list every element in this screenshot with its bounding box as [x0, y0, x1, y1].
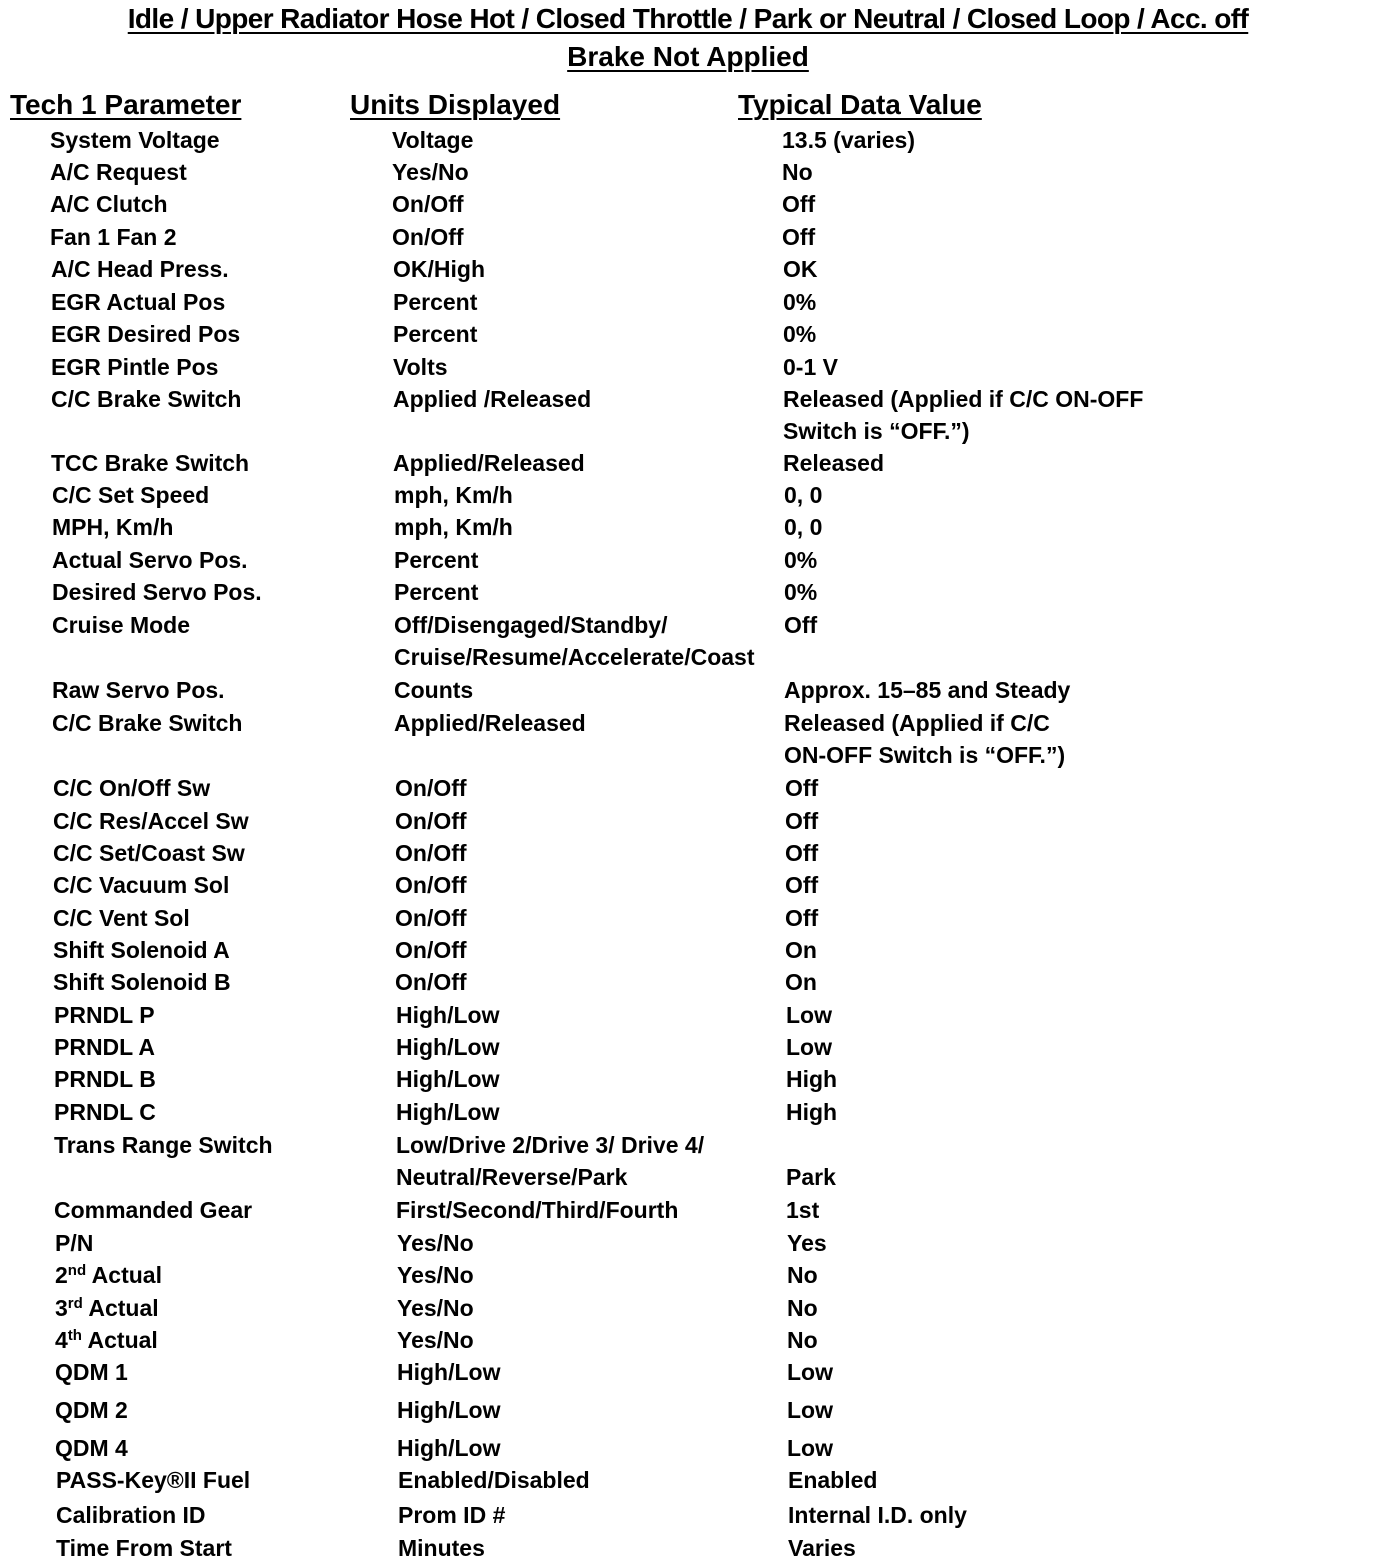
value-cell-text: 0, 0	[784, 514, 823, 540]
units-cell	[394, 708, 586, 738]
value-cell-text: 0%	[783, 321, 817, 347]
units-cell	[394, 675, 473, 705]
units-cell-text: Yes/No	[397, 1327, 474, 1353]
parameter-cell-text: Fan 1 Fan 2	[50, 224, 177, 250]
parameter-cell-text: EGR Desired Pos	[51, 321, 241, 347]
value-cell-text: 0%	[783, 289, 817, 315]
page-title: Idle / Upper Radiator Hose Hot / Closed Throttle / Park or Neutral / Closed Loop / Acc. off	[127, 3, 1249, 34]
units-cell-continued-text: Cruise/Resume/Accelerate/Coast	[394, 644, 755, 670]
value-cell-text: 13.5 (varies)	[782, 127, 915, 153]
value-cell-text: Off	[785, 905, 819, 931]
value-cell-text: Yes	[787, 1230, 827, 1256]
units-cell-text: OK/High	[393, 256, 485, 282]
value-cell	[785, 838, 818, 868]
parameter-cell-text: C/C Vent Sol	[53, 905, 190, 931]
value-cell	[785, 870, 818, 900]
parameter-cell	[54, 1097, 156, 1127]
value-cell-text: High	[786, 1066, 838, 1092]
parameter-cell-text: MPH, Km/h	[52, 514, 174, 540]
units-cell	[394, 512, 513, 542]
value-cell-text: No	[787, 1295, 818, 1321]
units-cell-text: Voltage	[392, 127, 474, 153]
units-cell-text: Percent	[394, 579, 479, 605]
units-cell	[394, 610, 667, 640]
units-cell-continued	[396, 1162, 627, 1192]
value-cell	[782, 157, 813, 187]
parameter-cell-ordinal-suffix: rd	[67, 1295, 83, 1312]
parameter-cell	[50, 125, 220, 155]
parameter-cell-text: Actual Servo Pos.	[52, 547, 248, 573]
parameter-cell	[51, 287, 225, 317]
parameter-cell	[52, 708, 242, 738]
units-cell	[396, 1000, 499, 1030]
value-cell-text: Off	[785, 872, 819, 898]
value-cell	[785, 967, 817, 997]
parameter-cell	[52, 610, 190, 640]
parameter-cell	[51, 319, 240, 349]
parameter-cell	[55, 1433, 128, 1463]
value-cell	[787, 1433, 833, 1463]
value-cell	[787, 1357, 833, 1387]
value-cell	[783, 384, 1143, 414]
units-cell-text: Volts	[393, 354, 448, 380]
value-cell-text: 0%	[784, 579, 818, 605]
parameter-cell-text: Desired Servo Pos.	[52, 579, 262, 605]
units-cell	[398, 1533, 485, 1563]
units-cell-text: Enabled/Disabled	[398, 1467, 590, 1493]
value-cell	[782, 125, 915, 155]
parameter-cell-text: A/C Head Press.	[51, 256, 229, 282]
units-cell-text: Off/Disengaged/Standby/	[394, 612, 668, 638]
parameter-cell	[53, 870, 229, 900]
value-cell	[788, 1465, 877, 1495]
units-cell	[395, 870, 467, 900]
parameter-cell-ordinal-suffix: nd	[67, 1262, 87, 1279]
units-cell	[393, 319, 477, 349]
units-cell-text: On/Off	[395, 775, 467, 801]
value-cell-text: 0, 0	[784, 482, 823, 508]
value-cell	[786, 1000, 832, 1030]
parameter-cell-text: TCC Brake Switch	[51, 450, 250, 476]
value-cell-text: No	[787, 1262, 818, 1288]
units-cell	[396, 1130, 704, 1160]
value-cell-text: On	[785, 937, 817, 963]
units-cell	[392, 222, 464, 252]
units-cell	[396, 1097, 499, 1127]
value-cell-text: Internal I.D. only	[788, 1502, 967, 1528]
value-cell-text: Park	[786, 1164, 836, 1190]
parameter-cell	[54, 1195, 252, 1225]
parameter-cell	[56, 1500, 206, 1530]
parameter-cell	[52, 577, 262, 607]
units-cell	[397, 1260, 474, 1290]
units-cell-text: High/Low	[396, 1034, 500, 1060]
value-cell	[783, 448, 884, 478]
parameter-cell	[54, 1064, 156, 1094]
units-cell	[393, 287, 477, 317]
parameter-cell	[52, 512, 173, 542]
parameter-cell	[54, 1130, 273, 1160]
units-cell	[398, 1500, 505, 1530]
value-cell-text: Off	[785, 840, 819, 866]
parameter-cell	[53, 773, 210, 803]
value-cell-text: Approx. 15–85 and Steady	[784, 677, 1071, 703]
parameter-cell-text: QDM 1	[55, 1359, 128, 1385]
value-cell-text: Low	[787, 1435, 833, 1461]
value-cell	[786, 1032, 832, 1062]
units-cell	[397, 1357, 500, 1387]
column-header-parameter: Tech 1 Parameter	[10, 89, 242, 120]
parameter-cell	[55, 1357, 128, 1387]
value-cell	[784, 577, 817, 607]
parameter-cell-text: A/C Clutch	[50, 191, 168, 217]
column-header-units: Units Displayed	[350, 89, 561, 120]
parameter-cell-text: A/C Request	[50, 159, 187, 185]
parameter-cell-text: Calibration ID	[56, 1502, 206, 1528]
value-cell	[788, 1533, 856, 1563]
parameter-cell-text: Raw Servo Pos.	[52, 677, 225, 703]
parameter-cell	[53, 903, 190, 933]
value-cell-text: Low	[787, 1359, 833, 1385]
units-cell	[393, 448, 585, 478]
value-cell	[787, 1325, 818, 1355]
units-cell	[395, 903, 467, 933]
value-cell	[787, 1228, 827, 1258]
parameter-cell	[50, 157, 187, 187]
units-cell-text: On/Off	[395, 840, 467, 866]
value-cell-continued-text: ON-OFF Switch is “OFF.”)	[784, 742, 1066, 768]
parameter-cell-text: QDM 2	[55, 1397, 128, 1423]
parameter-cell-text: C/C Brake Switch	[51, 386, 242, 412]
units-cell	[393, 254, 485, 284]
units-cell	[393, 352, 448, 382]
parameter-cell	[50, 189, 168, 219]
units-cell-text: Low/Drive 2/Drive 3/ Drive 4/	[396, 1132, 705, 1158]
units-cell	[394, 577, 478, 607]
parameter-cell	[53, 967, 231, 997]
parameter-cell-text: QDM 4	[55, 1435, 128, 1461]
value-cell	[786, 1162, 836, 1192]
units-cell	[395, 967, 467, 997]
parameter-cell-text: C/C Brake Switch	[52, 710, 243, 736]
parameter-cell	[50, 222, 177, 252]
parameter-cell-text: Shift Solenoid B	[53, 969, 231, 995]
units-cell-text: High/Low	[397, 1359, 501, 1385]
parameter-cell	[55, 1293, 159, 1323]
units-cell	[392, 189, 464, 219]
parameter-cell-text: C/C Set/Coast Sw	[53, 840, 245, 866]
value-cell-text: Off	[785, 808, 819, 834]
units-cell-text: Percent	[393, 321, 478, 347]
units-cell	[392, 157, 469, 187]
parameter-cell	[55, 1260, 162, 1290]
parameter-cell-text: C/C Vacuum Sol	[53, 872, 230, 898]
units-cell-text: On/Off	[395, 969, 467, 995]
units-cell-text: mph, Km/h	[394, 514, 513, 540]
units-cell	[398, 1465, 590, 1495]
units-cell-text: First/Second/Third/Fourth	[396, 1197, 679, 1223]
units-cell-text: High/Low	[397, 1435, 501, 1461]
units-cell-text: Percent	[394, 547, 479, 573]
units-cell-text: Percent	[393, 289, 478, 315]
value-cell-text: 1st	[786, 1197, 820, 1223]
parameter-cell-text: System Voltage	[50, 127, 220, 153]
parameter-cell-text: Shift Solenoid A	[53, 937, 230, 963]
units-cell	[397, 1395, 500, 1425]
parameter-cell	[56, 1465, 250, 1495]
value-cell-continued-text: Switch is “OFF.”)	[783, 418, 970, 444]
units-cell-text: On/Off	[395, 905, 467, 931]
parameter-cell-text: P/N	[55, 1230, 94, 1256]
value-cell-text: Released (Applied if C/C	[784, 710, 1050, 736]
parameter-cell	[52, 545, 248, 575]
units-cell-text: Minutes	[398, 1535, 485, 1561]
value-cell-continued	[783, 416, 970, 446]
parameter-cell	[52, 675, 225, 705]
column-header-value: Typical Data Value	[738, 89, 982, 120]
value-cell-text: No	[782, 159, 813, 185]
units-cell-continued-text: Neutral/Reverse/Park	[396, 1164, 628, 1190]
units-cell	[396, 1195, 678, 1225]
value-cell	[786, 1195, 819, 1225]
value-cell	[784, 708, 1050, 738]
value-cell	[784, 545, 817, 575]
value-cell	[787, 1395, 833, 1425]
value-cell	[785, 806, 818, 836]
parameter-cell-text: Cruise Mode	[52, 612, 191, 638]
value-cell	[786, 1097, 837, 1127]
units-cell	[392, 125, 473, 155]
units-cell-text: High/Low	[396, 1002, 500, 1028]
units-cell-text: Applied /Released	[393, 386, 592, 412]
parameter-cell-text: PRNDL C	[54, 1099, 156, 1125]
parameter-cell	[55, 1325, 158, 1355]
value-cell-text: OK	[783, 256, 818, 282]
parameter-cell-text: C/C On/Off Sw	[53, 775, 211, 801]
value-cell-text: Off	[782, 224, 816, 250]
parameter-cell-text: Commanded Gear	[54, 1197, 253, 1223]
parameter-cell	[56, 1533, 232, 1563]
parameter-cell-text: PRNDL A	[54, 1034, 155, 1060]
parameter-cell	[51, 384, 241, 414]
units-cell	[395, 773, 467, 803]
units-cell	[394, 545, 478, 575]
value-cell	[783, 319, 816, 349]
units-cell-continued	[394, 642, 755, 672]
parameter-cell	[51, 448, 249, 478]
units-cell-text: High/Low	[396, 1066, 500, 1092]
value-cell-text: Released (Applied if C/C ON-OFF	[783, 386, 1144, 412]
value-cell	[785, 935, 817, 965]
units-cell-text: Yes/No	[397, 1295, 474, 1321]
value-cell	[783, 352, 838, 382]
parameter-cell	[54, 1000, 155, 1030]
parameter-cell	[52, 480, 209, 510]
parameter-cell	[51, 254, 229, 284]
parameter-cell-text: Trans Range Switch	[54, 1132, 273, 1158]
parameter-cell-tail: Actual	[82, 1295, 159, 1321]
parameter-cell-text: C/C Res/Accel Sw	[53, 808, 249, 834]
units-cell	[395, 806, 467, 836]
parameter-cell-text: PRNDL B	[54, 1066, 156, 1092]
units-cell-text: On/Off	[392, 224, 464, 250]
units-cell	[393, 384, 591, 414]
value-cell	[785, 773, 818, 803]
parameter-cell-text: PASS-Key®II Fuel	[56, 1467, 251, 1493]
value-cell-text: On	[785, 969, 817, 995]
value-cell-text: Off	[782, 191, 816, 217]
parameter-cell	[53, 935, 230, 965]
value-cell	[782, 222, 815, 252]
parameter-cell	[55, 1228, 93, 1258]
units-cell-text: mph, Km/h	[394, 482, 513, 508]
parameter-cell-text: 3	[55, 1295, 68, 1321]
parameter-cell-text: Time From Start	[56, 1535, 232, 1561]
parameter-cell	[53, 806, 249, 836]
parameter-cell-text: C/C Set Speed	[52, 482, 210, 508]
value-cell	[787, 1293, 818, 1323]
parameter-cell-text: PRNDL P	[54, 1002, 155, 1028]
units-cell-text: On/Off	[395, 872, 467, 898]
value-cell-text: Low	[787, 1397, 833, 1423]
parameter-cell-text: EGR Pintle Pos	[51, 354, 219, 380]
units-cell	[397, 1293, 474, 1323]
units-cell	[396, 1032, 499, 1062]
page-subtitle: Brake Not Applied	[567, 41, 809, 72]
units-cell-text: Applied/Released	[393, 450, 585, 476]
value-cell	[786, 1064, 837, 1094]
units-cell	[394, 480, 513, 510]
value-cell-text: Low	[786, 1034, 832, 1060]
value-cell	[782, 189, 815, 219]
value-cell	[787, 1260, 818, 1290]
value-cell-text: Low	[786, 1002, 832, 1028]
value-cell	[784, 610, 817, 640]
parameter-cell	[51, 352, 218, 382]
parameter-cell-text: EGR Actual Pos	[51, 289, 226, 315]
value-cell-text: Released	[783, 450, 885, 476]
units-cell	[395, 935, 467, 965]
value-cell-text: Enabled	[788, 1467, 878, 1493]
value-cell	[788, 1500, 967, 1530]
value-cell-text: Off	[784, 612, 818, 638]
parameter-cell-tail: Actual	[81, 1327, 158, 1353]
parameter-cell-tail: Actual	[86, 1262, 162, 1288]
parameter-cell	[53, 838, 245, 868]
units-cell	[397, 1433, 500, 1463]
value-cell	[784, 480, 822, 510]
value-cell-text: No	[787, 1327, 818, 1353]
value-cell	[783, 254, 818, 284]
units-cell-text: On/Off	[392, 191, 464, 217]
units-cell-text: High/Low	[397, 1397, 501, 1423]
units-cell	[396, 1064, 499, 1094]
units-cell-text: Yes/No	[397, 1230, 474, 1256]
value-cell	[785, 903, 818, 933]
value-cell	[784, 675, 1070, 705]
value-cell-continued	[784, 740, 1065, 770]
parameter-cell-text: 4	[55, 1327, 68, 1353]
value-cell-text: High	[786, 1099, 838, 1125]
value-cell-text: 0%	[784, 547, 818, 573]
parameter-cell	[54, 1032, 155, 1062]
units-cell	[397, 1228, 474, 1258]
units-cell-text: On/Off	[395, 937, 467, 963]
units-cell-text: Applied/Released	[394, 710, 586, 736]
units-cell-text: Yes/No	[392, 159, 469, 185]
value-cell	[783, 287, 816, 317]
units-cell	[397, 1325, 474, 1355]
units-cell-text: On/Off	[395, 808, 467, 834]
value-cell	[784, 512, 822, 542]
parameter-cell	[55, 1395, 128, 1425]
units-cell-text: Prom ID #	[398, 1502, 506, 1528]
units-cell-text: Counts	[394, 677, 474, 703]
value-cell-text: Off	[785, 775, 819, 801]
value-cell-text: Varies	[788, 1535, 856, 1561]
units-cell-text: High/Low	[396, 1099, 500, 1125]
units-cell-text: Yes/No	[397, 1262, 474, 1288]
parameter-cell-text: 2	[55, 1262, 68, 1288]
value-cell-text: 0-1 V	[783, 354, 838, 380]
units-cell	[395, 838, 467, 868]
parameter-cell-ordinal-suffix: th	[67, 1327, 82, 1344]
